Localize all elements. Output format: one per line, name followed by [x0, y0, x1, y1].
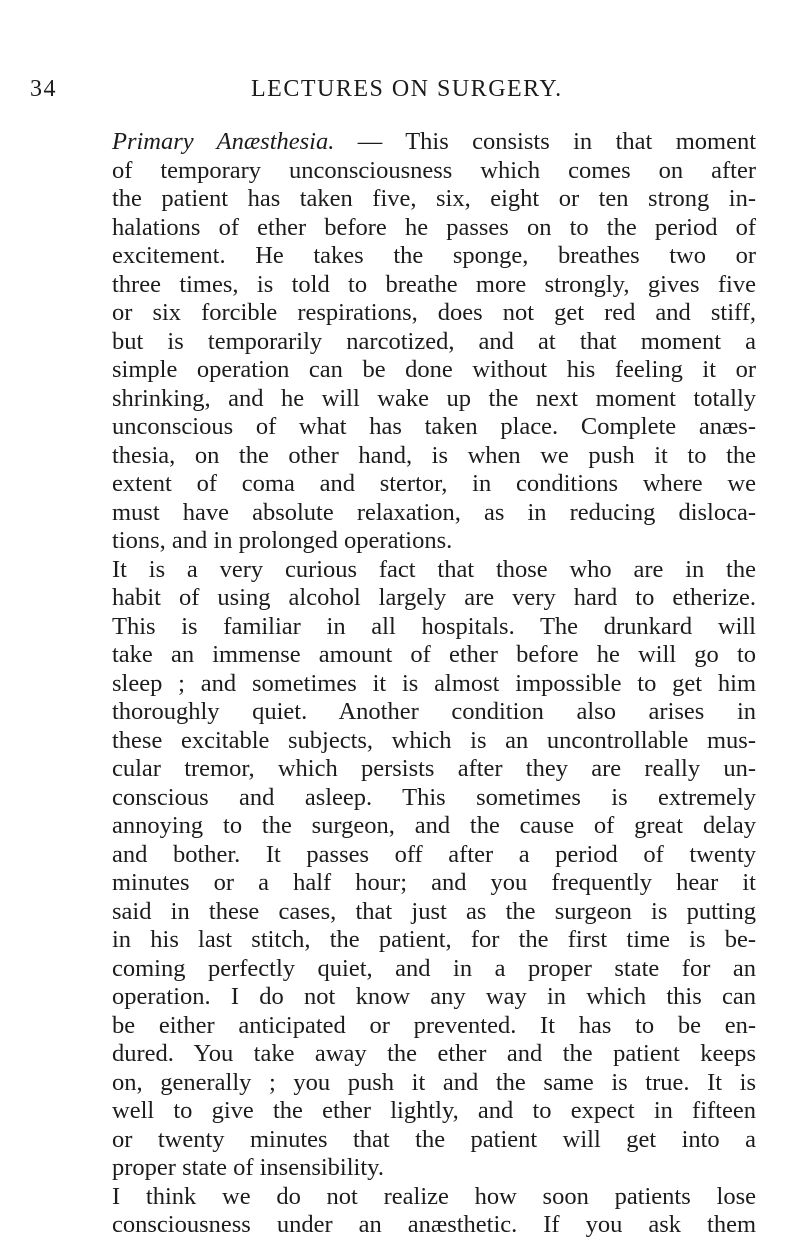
text-line: unconscious of what has taken place. Complete anæs-	[112, 413, 756, 440]
text-line: on, generally ; you push it and the same is true. It is	[112, 1068, 756, 1096]
text-line: or twenty minutes that the patient will get into a	[112, 1125, 756, 1153]
text-line: said in these cases, that just as the surgeon is putting	[112, 897, 756, 925]
text-line: or six forcible respirations, does not get red and stiff,	[112, 299, 756, 326]
text-line: thesia, on the other hand, is when we push it to the	[112, 441, 756, 469]
text-line: consciousness under an anæsthetic. If you ask them	[112, 1211, 756, 1238]
text-line: and bother. It passes off after a period of twenty	[112, 840, 756, 868]
text-line: annoying to the surgeon, and the cause of great delay	[112, 812, 756, 839]
paragraph-primary-anaesthesia	[112, 128, 756, 556]
body-text	[112, 128, 756, 1240]
section-heading: Primary Anæsthesia.	[112, 128, 335, 155]
running-title: LECTURES ON SURGERY.	[251, 76, 563, 102]
page-header	[0, 76, 800, 110]
text-line: coming perfectly quiet, and in a proper state for an	[112, 954, 756, 982]
text-line: I think we do not realize how soon patients lose	[112, 1182, 756, 1210]
text-line: proper state of insensibility.	[112, 1154, 384, 1181]
text-line: simple operation can be done without his feeling it or	[112, 356, 756, 383]
text-line: minutes or a half hour; and you frequently hear it	[112, 869, 756, 896]
text-line: be either anticipated or prevented. It has to be en-	[112, 1011, 756, 1039]
page-number: 34	[30, 76, 57, 102]
text-line: extent of coma and stertor, in conditions where we	[112, 470, 756, 497]
text-line: excitement. He takes the sponge, breathes two or	[112, 242, 756, 269]
text-line	[112, 128, 756, 157]
paragraph-alcohol-etherization	[112, 556, 756, 1183]
text-line: thoroughly quiet. Another condition also arises in	[112, 698, 756, 725]
text-line: the patient has taken five, six, eight or ten strong in-	[112, 185, 756, 212]
text-line: must have absolute relaxation, as in reducing disloca-	[112, 498, 756, 526]
text-line: tions, and in prolonged operations.	[112, 527, 453, 554]
text-line: conscious and asleep. This sometimes is extremely	[112, 783, 756, 811]
text-line: three times, is told to breathe more strongly, gives five	[112, 270, 756, 298]
text-line: It is a very curious fact that those who are in the	[112, 555, 756, 583]
text-line: This is familiar in all hospitals. The drunkard will	[112, 612, 756, 640]
text-line: operation. I do not know any way in which this can	[112, 983, 756, 1010]
text-line: sleep ; and sometimes it is almost impossible to get him	[112, 669, 756, 697]
text-line: take an immense amount of ether before he will go to	[112, 641, 756, 668]
text-line: these excitable subjects, which is an uncontrollable mus-	[112, 726, 756, 754]
text-line: well to give the ether lightly, and to expect in fifteen	[112, 1097, 756, 1124]
text-line: shrinking, and he will wake up the next moment totally	[112, 384, 756, 412]
text-line: dured. You take away the ether and the patient keeps	[112, 1040, 756, 1067]
text-line: in his last stitch, the patient, for the first time is be-	[112, 926, 756, 953]
text-line: halations of ether before he passes on to the period of	[112, 213, 756, 241]
text-line: habit of using alcohol largely are very hard to etherize.	[112, 584, 756, 611]
text-line: cular tremor, which persists after they are really un-	[112, 755, 756, 782]
paragraph-loss-of-consciousness	[112, 1183, 756, 1240]
text-line: but is temporarily narcotized, and at that moment a	[112, 327, 756, 355]
text-span: — This consists in that moment	[334, 128, 756, 155]
text-line: of temporary unconsciousness which comes on after	[112, 156, 756, 184]
